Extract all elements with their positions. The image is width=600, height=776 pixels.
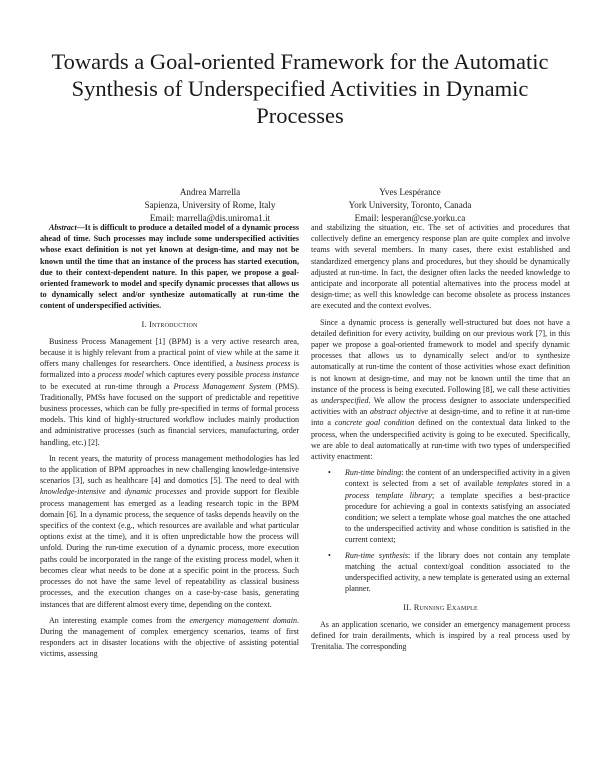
paper-title: Towards a Goal-oriented Framework for the Automatic Synthesis of Underspecified Activities in Dynamic Processes bbox=[51, 49, 549, 128]
paragraph-intro-2: In recent years, the maturity of process management methodologies has led to the application of BPM approaches in new challenging knowledge-intensive scenarios [3], such as healthcare [4] and domotics [5]. The need to deal with knowledge-intensive and dynamic processes and provide support for flexible process management has emerged as a leading research topic in the BPM domain [6]. In a dynamic process, the sequence of tasks depends heavily on the specifics of the context (e.g., which resources are available and what particular options exist at the time), and it is often unpredictable how the process will unfold. During the run-time execution of a dynamic process, more execution paths could be incorporated in the range of the existing process model, when it becomes clear what needs to be done at a specific point in the process. Such processes do not have the same level of repeatability as classical business processes, and the execution changes on a case-by-case basis, generating instances that are different almost every time, depending on the context. bbox=[40, 453, 299, 609]
author-email: Email: marrella@dis.uniroma1.it bbox=[149, 213, 271, 223]
list-item: • Run-time synthesis: if the library does not contain any template matching the actual context/goal condition associated to the underspecified activity, a new template is generated using an external planner. bbox=[328, 550, 570, 594]
abstract-text: —It is difficult to produce a detailed model of a dynamic process ahead of time. Such processes may include some underspecified activities whose exact definition is not yet known at design-time, and may not be known until the time that an instance of the process has started execution, due to their context-dependent nature. In this paper, we propose a goal-oriented framework to model and specify dynamic processes that allows us to dynamically select and/or synthesize automatically at run-time the content of underspecified activities. bbox=[40, 223, 299, 311]
author-affiliation: Sapienza, University of Rome, Italy bbox=[144, 200, 276, 210]
author-block-2 bbox=[290, 186, 530, 225]
enactment-types-list bbox=[311, 467, 570, 594]
paragraph-intro-4: and stabilizing the situation, etc. The set of activities and procedures that collectively define an emergency response plan are quite complex and involve teams with several members. In many cases, there exist established and standardized emergency plans and procedures, but they should be dynamically adjusted at run-time. In fact, the designer often lacks the needed knowledge to anticipate and incorporate all potential alternatives into the process model at design-time; as well this knowledge can become obsolete as process instances are executed and the context evolves. bbox=[311, 223, 570, 311]
paragraph-running-example-1: As an application scenario, we consider an emergency management process defined for train derailments, which is inspired by a real process used by Trenitalia. The corresponding bbox=[311, 619, 570, 652]
abstract bbox=[40, 222, 299, 312]
author-name: Andrea Marrella bbox=[179, 187, 241, 197]
author-name: Yves Lespérance bbox=[379, 187, 441, 197]
paragraph-intro-3: An interesting example comes from the emergency management domain. During the management of complex emergency scenarios, teams of first responders act in disaster locations with the objective of assisting potential victims, assessing bbox=[40, 615, 299, 659]
abstract-lead: Abstract bbox=[49, 223, 77, 232]
section-heading-introduction: I. Introduction bbox=[141, 319, 198, 329]
author-email: Email: lesperan@cse.yorku.ca bbox=[354, 213, 466, 223]
author-affiliation: York University, Toronto, Canada bbox=[348, 200, 472, 210]
list-item: • Run-time binding: the content of an underspecified activity in a given context is selected from a set of available templates stored in a process template library; a template specifies a best-practice procedure for achieving a goal in contexts satisfying an associated condition; we select a template whose goal matches the one attached to the underspecified activity and whose condition is satisfied in the current context; bbox=[328, 468, 570, 545]
paragraph-intro-5: Since a dynamic process is generally well-structured but does not have a detailed definition for every activity, building on our previous work [7], in this paper we propose a goal-oriented framework to model and specify dynamic processes that allows us to dynamically select and/or to synthesize automatically at run-time the content of those activities whose exact definition is not known at design-time, and may not be known until the time that an instance of the process is being executed. Following [8], we call these activities as underspecified. We allow the process designer to associate underspecified activities with an abstract objective at design-time, and to refine it at run-time into a concrete goal condition defined on the contextual data linked to the process, when the underspecified activity is going to be executed. Specifically, we are able to deal automatically at run-time with two types of underspecified activity enactment: bbox=[311, 317, 570, 462]
section-heading-running-example: II. Running Example bbox=[403, 602, 478, 612]
bullet-icon: • bbox=[328, 550, 331, 560]
right-column bbox=[311, 222, 570, 657]
bullet-icon: • bbox=[328, 468, 331, 478]
paragraph-intro-1: Business Process Management [1] (BPM) is a very active research area, because it is highly relevant from a practical point of view while at the same it offers many challenges for researchers. Once identified, a business process is formalized into a process model which captures every possible process instance to be executed at run-time through a Process Management System (PMS). Traditionally, PMSs have focused on the support of predictable and repetitive business processes, which can be fully pre-specified in terms of formal process models. This kind of highly-structured workflow includes mainly production and administrative processes (such as financial services, manufacturing, order handling, etc.) [2]. bbox=[40, 336, 300, 447]
left-column bbox=[40, 222, 299, 665]
